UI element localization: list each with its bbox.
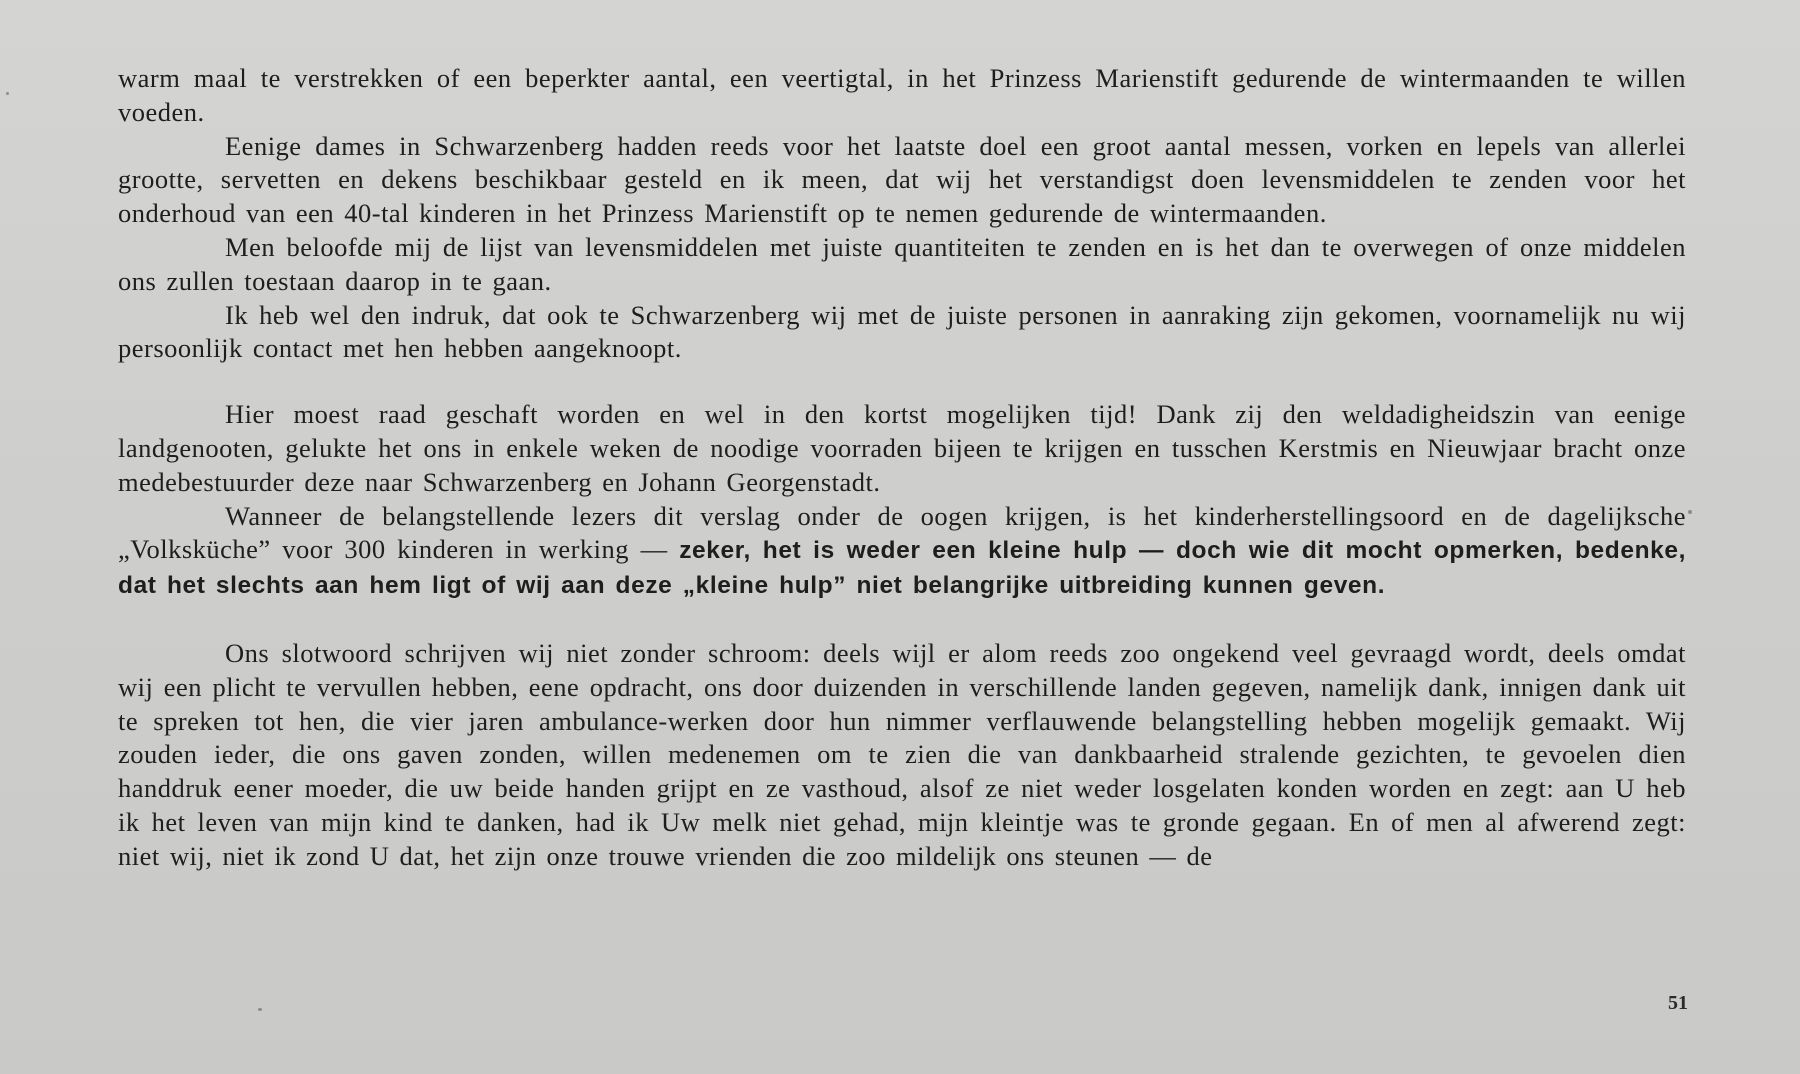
body-text — [118, 62, 1686, 874]
paragraph-5: Hier moest raad geschaft worden en wel in den kortst mogelijken tijd! Dank zij den weldadigheidszin van eenige landgenooten, gelukte het ons in enkele weken de noodige voorraden bijeen te krijgen en tusschen Kerstmis en Nieuwjaar bracht onze medebestuurder deze naar Schwarzenberg en Johann Georgenstadt. — [118, 399, 1686, 497]
paragraph-3: Men beloofde mij de lijst van levensmiddelen met juiste quantiteiten te zenden en is het dan te overwegen of onze middelen ons zullen toestaan daarop in te gaan. — [118, 231, 1686, 296]
paragraph-1: warm maal te verstrekken of een beperkter aantal, een veertigtal, in het Prinzess Marienstift gedurende de wintermaanden te willen voeden. — [118, 63, 1686, 127]
paragraph-2: Eenige dames in Schwarzenberg hadden reeds voor het laatste doel een groot aantal messen, vorken en lepels van allerlei grootte, servetten en dekens beschikbaar gesteld en ik meen, dat wij het verstandigst doen levensmiddelen te zenden voor het onderhoud van een 40-tal kinderen in het Prinzess Marienstift op te nemen gedurende de wintermaanden. — [118, 130, 1686, 229]
paragraph-6-regular: Wanneer de belangstellende lezers dit verslag onder de oogen krijgen, is het kinderherstellingsoord en de dagelijksche „Volksküche” voor 300 kinderen in werking — — [118, 500, 1686, 565]
dust-speck — [6, 92, 9, 95]
dust-speck — [1688, 510, 1692, 514]
page-number: 51 — [1668, 992, 1688, 1014]
paragraph-6-bold: zeker, het is weder een kleine hulp — doch wie dit mocht opmerken, bedenke, dat het slechts aan hem ligt of wij aan deze „kleine hulp” niet belangrijke uitbreiding kunnen geven. — [118, 537, 1686, 600]
paragraph-4: Ik heb wel den indruk, dat ook te Schwarzenberg wij met de juiste personen in aanraking zijn gekomen, voornamelijk nu wij persoonlijk contact met hen hebben aangeknoopt. — [118, 299, 1686, 364]
paragraph-7: Ons slotwoord schrijven wij niet zonder schroom: deels wijl er alom reeds zoo ongekend veel gevraagd wordt, deels omdat wij een plicht te vervullen hebben, eene opdracht, ons door duizenden in verschillende landen gegeven, namelijk dank, innigen dank uit te spreken tot hen, die vier jaren ambulance-werken door hun nimmer verflauwende belangstelling hebben mogelijk gemaakt. Wij zouden ieder, die ons gaven zonden, willen medenemen om te zien die van dankbaarheid stralende gezichten, te gevoelen dien handdruk eener moeder, die uw beide handen grijpt en ze vasthoud, alsof ze niet weder losgelaten konden worden en zegt: aan U heb ik het leven van mijn kind te danken, had ik Uw melk niet gehad, mijn kleintje was te gronde gegaan. En of men al afwerend zegt: niet wij, niet ik zond U dat, het zijn onze trouwe vrienden die zoo mildelijk ons steunen — de — [118, 637, 1686, 871]
paragraph-6 — [118, 500, 1686, 603]
dust-speck — [258, 1008, 262, 1011]
